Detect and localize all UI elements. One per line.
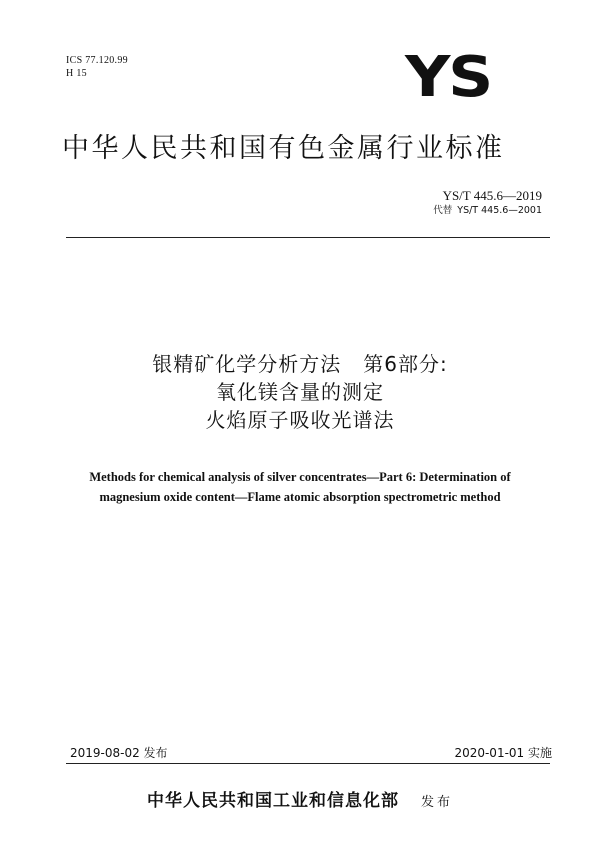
publisher-name: 中华人民共和国工业和信息化部 bbox=[146, 791, 399, 811]
chinese-title bbox=[40, 350, 560, 434]
ccs-code: H 15 bbox=[66, 68, 87, 79]
english-title bbox=[40, 467, 560, 507]
publisher-line bbox=[0, 790, 600, 814]
supersedes-label: 代替 bbox=[433, 205, 453, 216]
ics-code: ICS 77.120.99 bbox=[66, 55, 128, 66]
implementation-date: 2020-01-01 实施 bbox=[454, 746, 552, 760]
english-title-line-1: Methods for chemical analysis of silver concentrates—Part 6: Determination of bbox=[89, 470, 511, 484]
issue-date: 2019-08-02 发布 bbox=[70, 746, 168, 760]
bottom-divider bbox=[66, 763, 550, 764]
standard-category-title: 中华人民共和国有色金属行业标准 bbox=[62, 133, 505, 164]
supersedes-number: YS/T 445.6—2001 bbox=[457, 205, 542, 216]
top-divider bbox=[66, 237, 550, 238]
classification-codes bbox=[66, 54, 128, 80]
chinese-title-line-3: 火焰原子吸收光谱法 bbox=[205, 408, 395, 432]
supersedes-line bbox=[433, 205, 542, 217]
chinese-title-line-1: 银精矿化学分析方法 第6部分: bbox=[152, 352, 448, 376]
chinese-title-line-2: 氧化镁含量的测定 bbox=[216, 380, 384, 404]
standard-number: YS/T 445.6—2019 bbox=[442, 188, 542, 203]
ys-logo: YS bbox=[405, 45, 492, 110]
english-title-line-2: magnesium oxide content—Flame atomic absorption spectrometric method bbox=[99, 490, 501, 504]
publisher-verb: 发布 bbox=[420, 795, 453, 810]
